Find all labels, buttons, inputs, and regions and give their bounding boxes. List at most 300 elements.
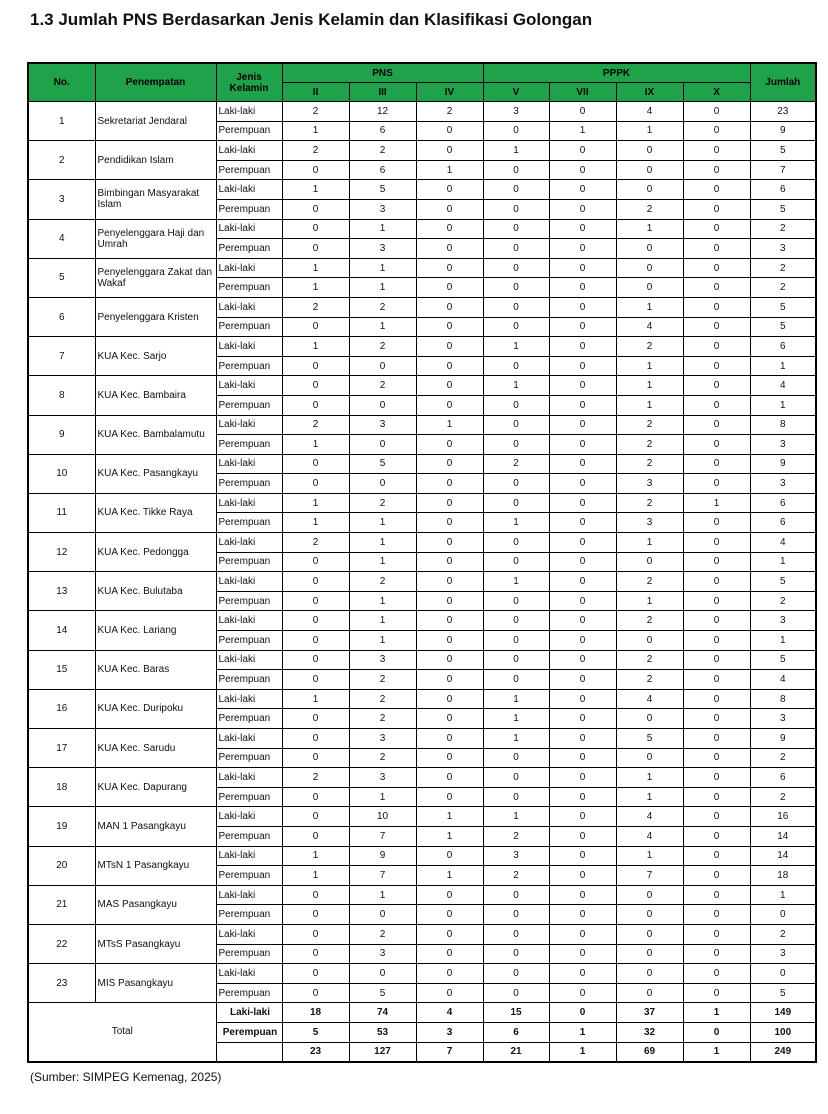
count-cell: 1 — [349, 611, 416, 631]
count-cell: 0 — [683, 297, 750, 317]
count-cell: 7 — [349, 826, 416, 846]
count-cell: 0 — [483, 317, 549, 337]
count-cell: 1 — [616, 395, 683, 415]
count-cell: 0 — [549, 787, 616, 807]
count-cell: 1 — [349, 219, 416, 239]
count-cell: 0 — [349, 395, 416, 415]
jumlah-cell: 2 — [750, 591, 816, 611]
count-cell: 0 — [683, 121, 750, 141]
count-cell: 0 — [416, 846, 483, 866]
table-row — [28, 376, 816, 396]
count-cell: 0 — [683, 787, 750, 807]
jumlah-cell: 3 — [750, 611, 816, 631]
count-cell: 0 — [683, 866, 750, 886]
count-cell: 2 — [349, 689, 416, 709]
grand-total-cell: 1 — [549, 1042, 616, 1062]
row-number: 6 — [28, 297, 95, 336]
count-cell: 0 — [282, 885, 349, 905]
count-cell: 0 — [483, 670, 549, 690]
gender-female: Perempuan — [216, 278, 282, 298]
total-gender-blank — [216, 1042, 282, 1062]
count-cell: 0 — [549, 415, 616, 435]
header-golongan-vii: VII — [549, 83, 616, 102]
count-cell: 1 — [416, 866, 483, 886]
total-cell: 4 — [416, 1003, 483, 1023]
header-no: No. — [28, 63, 95, 102]
placement-name: KUA Kec. Lariang — [95, 611, 216, 650]
count-cell: 1 — [282, 337, 349, 357]
count-cell: 0 — [483, 415, 549, 435]
count-cell: 2 — [349, 141, 416, 161]
table-row — [28, 846, 816, 866]
count-cell: 0 — [549, 376, 616, 396]
count-cell: 0 — [616, 748, 683, 768]
count-cell: 0 — [549, 944, 616, 964]
count-cell: 3 — [483, 846, 549, 866]
count-cell: 1 — [683, 493, 750, 513]
total-cell: 18 — [282, 1003, 349, 1023]
placement-name: Penyelenggara Zakat dan Wakaf — [95, 258, 216, 297]
count-cell: 1 — [416, 807, 483, 827]
count-cell: 2 — [349, 572, 416, 592]
jumlah-cell: 3 — [750, 435, 816, 455]
count-cell: 0 — [282, 748, 349, 768]
count-cell: 0 — [616, 141, 683, 161]
count-cell: 0 — [282, 924, 349, 944]
count-cell: 0 — [683, 807, 750, 827]
count-cell: 1 — [416, 415, 483, 435]
jumlah-cell: 8 — [750, 689, 816, 709]
count-cell: 0 — [282, 944, 349, 964]
jumlah-cell: 5 — [750, 983, 816, 1003]
count-cell: 1 — [416, 160, 483, 180]
count-cell: 0 — [549, 650, 616, 670]
count-cell: 0 — [282, 199, 349, 219]
count-cell: 1 — [282, 689, 349, 709]
count-cell: 0 — [483, 297, 549, 317]
count-cell: 1 — [616, 846, 683, 866]
count-cell: 2 — [282, 768, 349, 788]
source-note: (Sumber: SIMPEG Kemenag, 2025) — [30, 1070, 222, 1084]
gender-female: Perempuan — [216, 513, 282, 533]
count-cell: 0 — [549, 102, 616, 122]
grand-total-cell: 249 — [750, 1042, 816, 1062]
placement-name: KUA Kec. Duripoku — [95, 689, 216, 728]
table-row — [28, 219, 816, 239]
placement-name: KUA Kec. Bulutaba — [95, 572, 216, 611]
count-cell: 2 — [349, 670, 416, 690]
count-cell: 0 — [282, 552, 349, 572]
placement-name: Bimbingan Masyarakat Islam — [95, 180, 216, 219]
header-golongan-v: V — [483, 83, 549, 102]
count-cell: 1 — [616, 591, 683, 611]
jumlah-cell: 2 — [750, 258, 816, 278]
count-cell: 0 — [549, 924, 616, 944]
count-cell: 1 — [616, 376, 683, 396]
table-row — [28, 729, 816, 749]
table-row — [28, 611, 816, 631]
placement-name: MIS Pasangkayu — [95, 964, 216, 1003]
count-cell: 0 — [483, 944, 549, 964]
count-cell: 0 — [282, 317, 349, 337]
jumlah-cell: 0 — [750, 964, 816, 984]
row-number: 2 — [28, 141, 95, 180]
count-cell: 0 — [416, 435, 483, 455]
row-number: 12 — [28, 533, 95, 572]
count-cell: 0 — [282, 572, 349, 592]
count-cell: 0 — [549, 611, 616, 631]
gender-male: Laki-laki — [216, 337, 282, 357]
placement-name: MTsS Pasangkayu — [95, 924, 216, 963]
total-cell: 1 — [683, 1003, 750, 1023]
count-cell: 0 — [282, 807, 349, 827]
count-cell: 0 — [282, 395, 349, 415]
count-cell: 1 — [282, 493, 349, 513]
count-cell: 2 — [616, 454, 683, 474]
count-cell: 0 — [483, 435, 549, 455]
count-cell: 0 — [683, 239, 750, 259]
jumlah-cell: 5 — [750, 141, 816, 161]
gender-female: Perempuan — [216, 160, 282, 180]
jumlah-cell: 4 — [750, 533, 816, 553]
table-row — [28, 297, 816, 317]
gender-male: Laki-laki — [216, 297, 282, 317]
count-cell: 0 — [549, 258, 616, 278]
placement-name: Penyelenggara Kristen — [95, 297, 216, 336]
count-cell: 0 — [549, 826, 616, 846]
jumlah-cell: 4 — [750, 670, 816, 690]
count-cell: 0 — [549, 474, 616, 494]
count-cell: 3 — [349, 768, 416, 788]
count-cell: 1 — [282, 866, 349, 886]
count-cell: 0 — [416, 748, 483, 768]
count-cell: 0 — [416, 787, 483, 807]
jumlah-cell: 9 — [750, 121, 816, 141]
row-number: 23 — [28, 964, 95, 1003]
total-cell: 32 — [616, 1022, 683, 1042]
count-cell: 0 — [683, 395, 750, 415]
count-cell: 0 — [549, 885, 616, 905]
count-cell: 1 — [549, 121, 616, 141]
count-cell: 0 — [416, 376, 483, 396]
gender-male: Laki-laki — [216, 376, 282, 396]
count-cell: 1 — [483, 709, 549, 729]
count-cell: 3 — [349, 729, 416, 749]
count-cell: 0 — [416, 768, 483, 788]
table-row — [28, 102, 816, 122]
gender-female: Perempuan — [216, 395, 282, 415]
count-cell: 0 — [416, 180, 483, 200]
row-number: 22 — [28, 924, 95, 963]
count-cell: 0 — [282, 729, 349, 749]
count-cell: 0 — [683, 768, 750, 788]
placement-name: Pendidikan Islam — [95, 141, 216, 180]
count-cell: 5 — [616, 729, 683, 749]
count-cell: 4 — [616, 689, 683, 709]
jumlah-cell: 1 — [750, 631, 816, 651]
count-cell: 0 — [549, 729, 616, 749]
jumlah-cell: 18 — [750, 866, 816, 886]
jumlah-cell: 6 — [750, 337, 816, 357]
count-cell: 2 — [416, 102, 483, 122]
count-cell: 0 — [416, 337, 483, 357]
count-cell: 0 — [549, 689, 616, 709]
count-cell: 2 — [282, 297, 349, 317]
count-cell: 0 — [282, 219, 349, 239]
header-golongan-ii: II — [282, 83, 349, 102]
gender-male: Laki-laki — [216, 102, 282, 122]
placement-name: KUA Kec. Bambalamutu — [95, 415, 216, 454]
count-cell: 0 — [416, 533, 483, 553]
grand-total-cell: 1 — [683, 1042, 750, 1062]
table-row — [28, 689, 816, 709]
total-gender-female: Perempuan — [216, 1022, 282, 1042]
count-cell: 1 — [349, 533, 416, 553]
count-cell: 2 — [282, 533, 349, 553]
header-pns: PNS — [282, 63, 483, 83]
count-cell: 12 — [349, 102, 416, 122]
count-cell: 0 — [416, 944, 483, 964]
placement-name: KUA Kec. Pasangkayu — [95, 454, 216, 493]
count-cell: 1 — [282, 846, 349, 866]
header-golongan-iv: IV — [416, 83, 483, 102]
count-cell: 0 — [416, 631, 483, 651]
gender-male: Laki-laki — [216, 650, 282, 670]
count-cell: 0 — [483, 493, 549, 513]
row-number: 20 — [28, 846, 95, 885]
count-cell: 0 — [616, 160, 683, 180]
total-cell: 149 — [750, 1003, 816, 1023]
gender-male: Laki-laki — [216, 219, 282, 239]
jumlah-cell: 5 — [750, 650, 816, 670]
gender-male: Laki-laki — [216, 689, 282, 709]
count-cell: 5 — [349, 180, 416, 200]
placement-name: KUA Kec. Pedongga — [95, 533, 216, 572]
count-cell: 0 — [483, 905, 549, 925]
header-golongan-ix: IX — [616, 83, 683, 102]
placement-name: KUA Kec. Baras — [95, 650, 216, 689]
count-cell: 2 — [349, 924, 416, 944]
count-cell: 0 — [282, 650, 349, 670]
gender-female: Perempuan — [216, 552, 282, 572]
count-cell: 0 — [349, 964, 416, 984]
count-cell: 0 — [483, 180, 549, 200]
count-cell: 0 — [349, 474, 416, 494]
count-cell: 0 — [683, 258, 750, 278]
count-cell: 0 — [416, 924, 483, 944]
count-cell: 0 — [282, 964, 349, 984]
count-cell: 0 — [416, 199, 483, 219]
table-row — [28, 533, 816, 553]
count-cell: 0 — [282, 356, 349, 376]
grand-total-cell: 23 — [282, 1042, 349, 1062]
count-cell: 0 — [549, 278, 616, 298]
placement-name: MTsN 1 Pasangkayu — [95, 846, 216, 885]
count-cell: 2 — [349, 709, 416, 729]
count-cell: 0 — [683, 454, 750, 474]
count-cell: 0 — [683, 885, 750, 905]
count-cell: 3 — [349, 650, 416, 670]
count-cell: 0 — [483, 474, 549, 494]
gender-female: Perempuan — [216, 670, 282, 690]
count-cell: 0 — [549, 631, 616, 651]
grand-total-cell: 7 — [416, 1042, 483, 1062]
count-cell: 1 — [282, 180, 349, 200]
count-cell: 2 — [349, 493, 416, 513]
count-cell: 0 — [683, 650, 750, 670]
count-cell: 0 — [549, 513, 616, 533]
placement-name: KUA Kec. Tikke Raya — [95, 493, 216, 532]
count-cell: 1 — [282, 513, 349, 533]
gender-female: Perempuan — [216, 591, 282, 611]
jumlah-cell: 6 — [750, 493, 816, 513]
count-cell: 0 — [483, 964, 549, 984]
row-number: 5 — [28, 258, 95, 297]
jumlah-cell: 6 — [750, 180, 816, 200]
count-cell: 0 — [483, 356, 549, 376]
count-cell: 0 — [416, 552, 483, 572]
placement-name: KUA Kec. Bambaira — [95, 376, 216, 415]
count-cell: 0 — [282, 474, 349, 494]
count-cell: 0 — [416, 356, 483, 376]
count-cell: 1 — [282, 435, 349, 455]
count-cell: 0 — [282, 239, 349, 259]
placement-name: Penyelenggara Haji dan Umrah — [95, 219, 216, 258]
gender-female: Perempuan — [216, 866, 282, 886]
count-cell: 0 — [416, 670, 483, 690]
count-cell: 2 — [349, 297, 416, 317]
count-cell: 0 — [549, 219, 616, 239]
total-cell: 0 — [683, 1022, 750, 1042]
count-cell: 0 — [549, 199, 616, 219]
total-cell: 3 — [416, 1022, 483, 1042]
count-cell: 0 — [683, 356, 750, 376]
count-cell: 2 — [483, 826, 549, 846]
table-footer — [28, 1003, 816, 1062]
gender-male: Laki-laki — [216, 493, 282, 513]
gender-female: Perempuan — [216, 905, 282, 925]
count-cell: 1 — [349, 278, 416, 298]
count-cell: 0 — [683, 964, 750, 984]
count-cell: 0 — [483, 631, 549, 651]
count-cell: 0 — [549, 160, 616, 180]
jumlah-cell: 5 — [750, 297, 816, 317]
count-cell: 1 — [282, 278, 349, 298]
count-cell: 1 — [483, 689, 549, 709]
count-cell: 1 — [483, 729, 549, 749]
count-cell: 0 — [416, 219, 483, 239]
gender-male: Laki-laki — [216, 258, 282, 278]
table-row — [28, 768, 816, 788]
count-cell: 0 — [683, 572, 750, 592]
count-cell: 0 — [483, 278, 549, 298]
count-cell: 0 — [616, 631, 683, 651]
gender-male: Laki-laki — [216, 611, 282, 631]
gender-male: Laki-laki — [216, 729, 282, 749]
count-cell: 0 — [683, 670, 750, 690]
count-cell: 1 — [483, 376, 549, 396]
grand-total-cell: 127 — [349, 1042, 416, 1062]
count-cell: 0 — [282, 826, 349, 846]
jumlah-cell: 2 — [750, 748, 816, 768]
count-cell: 0 — [549, 866, 616, 886]
count-cell: 2 — [616, 199, 683, 219]
count-cell: 0 — [683, 552, 750, 572]
count-cell: 0 — [683, 337, 750, 357]
count-cell: 0 — [683, 219, 750, 239]
count-cell: 0 — [616, 552, 683, 572]
count-cell: 2 — [616, 670, 683, 690]
total-gender-male: Laki-laki — [216, 1003, 282, 1023]
count-cell: 0 — [483, 885, 549, 905]
gender-male: Laki-laki — [216, 768, 282, 788]
total-cell: 74 — [349, 1003, 416, 1023]
count-cell: 0 — [683, 376, 750, 396]
count-cell: 0 — [549, 709, 616, 729]
count-cell: 0 — [616, 944, 683, 964]
count-cell: 0 — [416, 454, 483, 474]
count-cell: 0 — [683, 278, 750, 298]
gender-male: Laki-laki — [216, 924, 282, 944]
table-row — [28, 572, 816, 592]
count-cell: 1 — [483, 141, 549, 161]
count-cell: 0 — [416, 964, 483, 984]
count-cell: 0 — [549, 180, 616, 200]
count-cell: 3 — [349, 415, 416, 435]
jumlah-cell: 2 — [750, 278, 816, 298]
gender-female: Perempuan — [216, 199, 282, 219]
count-cell: 3 — [616, 474, 683, 494]
count-cell: 0 — [416, 905, 483, 925]
jumlah-cell: 1 — [750, 395, 816, 415]
gender-female: Perempuan — [216, 983, 282, 1003]
row-number: 7 — [28, 337, 95, 376]
count-cell: 0 — [282, 160, 349, 180]
placement-name: Sekretariat Jendaral — [95, 102, 216, 141]
total-label: Total — [28, 1003, 216, 1062]
count-cell: 0 — [282, 591, 349, 611]
count-cell: 0 — [549, 297, 616, 317]
count-cell: 0 — [282, 983, 349, 1003]
count-cell: 0 — [549, 141, 616, 161]
total-cell: 15 — [483, 1003, 549, 1023]
header-pppk: PPPK — [483, 63, 750, 83]
count-cell: 0 — [549, 768, 616, 788]
row-number: 8 — [28, 376, 95, 415]
row-number: 17 — [28, 729, 95, 768]
count-cell: 0 — [416, 611, 483, 631]
count-cell: 1 — [483, 807, 549, 827]
count-cell: 0 — [549, 572, 616, 592]
count-cell: 0 — [282, 905, 349, 925]
count-cell: 0 — [282, 787, 349, 807]
jumlah-cell: 4 — [750, 376, 816, 396]
count-cell: 6 — [349, 160, 416, 180]
table-row — [28, 807, 816, 827]
gender-male: Laki-laki — [216, 141, 282, 161]
table-row — [28, 258, 816, 278]
count-cell: 0 — [683, 141, 750, 161]
count-cell: 0 — [616, 964, 683, 984]
count-cell: 0 — [416, 729, 483, 749]
gender-male: Laki-laki — [216, 533, 282, 553]
row-number: 19 — [28, 807, 95, 846]
count-cell: 4 — [616, 102, 683, 122]
count-cell: 0 — [349, 356, 416, 376]
gender-male: Laki-laki — [216, 964, 282, 984]
count-cell: 0 — [683, 180, 750, 200]
placement-name: MAN 1 Pasangkayu — [95, 807, 216, 846]
